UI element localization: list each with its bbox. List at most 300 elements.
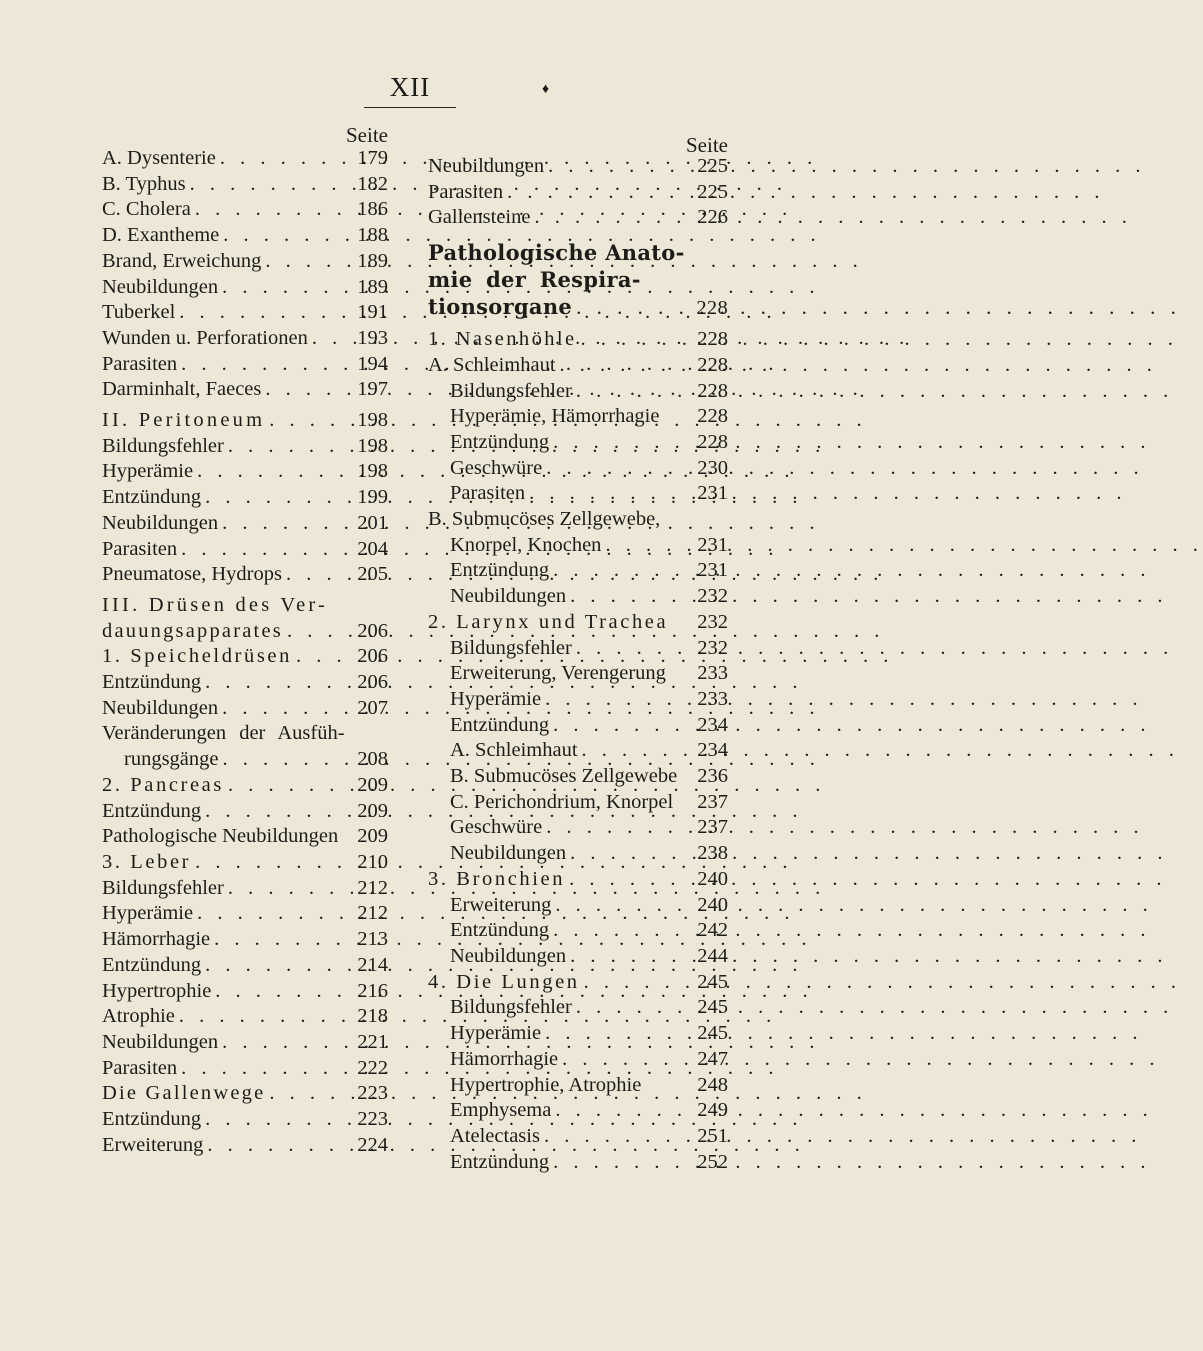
leader-dots	[541, 687, 695, 713]
leader-dots	[544, 154, 695, 180]
toc-entry	[428, 456, 728, 482]
entry-page: 228	[697, 405, 728, 428]
entry-label: Neubildungen	[450, 585, 567, 608]
toc-entry	[102, 670, 388, 696]
toc-entry	[102, 459, 388, 485]
entry-page: 236	[697, 765, 728, 788]
toc-entry	[428, 918, 728, 944]
entry-label: III. Drüsen des Ver-	[102, 593, 329, 616]
entry-label: Parasiten	[102, 1056, 178, 1079]
entry-page: 214	[357, 953, 388, 976]
toc-entry	[428, 944, 728, 970]
entry-page: 252	[697, 1150, 728, 1173]
toc-entry	[428, 1073, 728, 1099]
entry-label: Entzündung	[102, 1108, 202, 1131]
entry-label: Parasiten	[428, 180, 504, 203]
entry-page: 228	[696, 297, 728, 320]
entry-page: 207	[357, 696, 388, 719]
entry-page: 231	[697, 533, 728, 556]
entry-label: Veränderungen der Ausfüh-	[102, 722, 345, 745]
entry-label: Hyperämie	[102, 460, 194, 483]
entry-label: B. Typhus	[102, 172, 186, 195]
entry-label: Neubildungen	[102, 696, 219, 719]
entry-page: 205	[357, 563, 388, 586]
toc-entry	[102, 223, 388, 249]
toc-entry	[428, 353, 728, 379]
toc-entry	[102, 773, 388, 799]
leader-dots	[576, 327, 695, 353]
toc-entry	[428, 610, 728, 636]
leader-dots	[203, 1133, 355, 1159]
leader-dots	[566, 944, 695, 970]
entry-page: 233	[697, 662, 728, 685]
toc-entry	[102, 696, 388, 722]
entry-page: 237	[697, 790, 728, 813]
section-title-line: Pathologische Anato-	[428, 240, 685, 266]
leader-dots	[193, 901, 355, 927]
entry-label: Hypertrophie	[102, 979, 212, 1002]
leader-dots	[549, 430, 695, 456]
leader-dots	[177, 352, 355, 378]
entry-page: 228	[697, 328, 728, 351]
entry-page: 231	[697, 559, 728, 582]
entry-label: Tuberkel	[102, 301, 176, 324]
toc-entry	[428, 815, 728, 841]
entry-page: 245	[697, 970, 728, 993]
entry-page: 224	[357, 1133, 388, 1156]
entry-label: Neubildungen	[102, 275, 219, 298]
leader-dots	[549, 1150, 695, 1176]
toc-entry	[102, 876, 388, 902]
entry-page: 248	[697, 1073, 728, 1096]
entry-page: 189	[357, 275, 388, 298]
entry-label: C. Cholera	[102, 198, 191, 221]
entry-label: Neubildungen	[428, 155, 545, 177]
entry-label: Bildungsfehler	[450, 996, 572, 1019]
entry-label: Neubildungen	[102, 511, 219, 534]
toc-left-column	[102, 124, 388, 1158]
entry-page: 225	[697, 180, 728, 203]
toc-entry	[428, 1124, 728, 1150]
entry-page: 210	[357, 850, 388, 873]
toc-entry	[102, 1133, 388, 1159]
leader-dots	[578, 738, 696, 764]
entry-label: Parasiten	[450, 482, 526, 505]
toc-entry	[428, 764, 728, 790]
entry-page: 188	[357, 224, 388, 247]
toc-right-column	[428, 124, 728, 1175]
toc-entry	[102, 1107, 388, 1133]
entry-page: 245	[697, 1022, 728, 1045]
seite-heading: Seite	[686, 133, 728, 157]
leader-dots	[556, 353, 696, 379]
entry-page: 242	[697, 919, 728, 942]
toc-entry	[102, 1056, 388, 1082]
leader-dots	[565, 867, 695, 893]
entry-page: 191	[357, 301, 388, 324]
entry-label: Bildungsfehler	[450, 636, 572, 659]
entry-label: Parasiten	[102, 352, 178, 375]
entry-label: Erweiterung	[102, 1133, 204, 1156]
entry-label: rungsgänge	[124, 748, 219, 771]
leader-dots	[530, 205, 695, 231]
entry-page: 197	[357, 378, 388, 401]
leader-dots	[218, 511, 355, 537]
entry-page: 209	[357, 799, 388, 822]
leader-dots	[224, 876, 355, 902]
toc-entry	[428, 205, 728, 231]
entry-page: 212	[357, 902, 388, 925]
entry-page: 213	[357, 928, 388, 951]
leader-dots	[177, 537, 355, 563]
entry-label: Hyperämie	[450, 687, 542, 710]
entry-label: B. Submucöses Zellgewebe	[450, 765, 678, 788]
entry-label: Hyperämie	[450, 1022, 542, 1045]
toc-entry	[428, 713, 728, 739]
toc-entry	[428, 404, 728, 430]
leader-dots	[572, 636, 695, 662]
entry-label: II. Peritoneum	[102, 409, 266, 432]
toc-entry	[102, 537, 388, 563]
entry-page: 232	[697, 610, 728, 633]
entry-label: A. Dysenterie	[102, 147, 216, 169]
leader-dots	[572, 294, 694, 321]
page-number: XII	[364, 72, 456, 108]
leader-dots	[542, 456, 695, 482]
leader-dots	[219, 747, 356, 773]
entry-page: 238	[697, 842, 728, 865]
toc-entry	[102, 1030, 388, 1056]
toc-entry	[428, 738, 728, 764]
entry-label: Emphysema	[450, 1099, 552, 1122]
leader-dots	[218, 696, 355, 722]
leader-dots	[201, 485, 355, 511]
toc-entry	[428, 970, 728, 996]
toc-entry	[102, 953, 388, 979]
entry-label: Hyperämie	[102, 902, 194, 925]
toc-entry	[102, 824, 388, 850]
toc-entry	[102, 377, 388, 403]
leader-dots	[175, 300, 355, 326]
entry-label: Bildungsfehler	[450, 379, 572, 402]
entry-page: 231	[697, 482, 728, 505]
entry-page: 223	[357, 1108, 388, 1131]
leader-dots	[549, 918, 695, 944]
entry-page: 244	[697, 944, 728, 967]
toc-entry	[102, 511, 388, 537]
leader-dots	[549, 558, 695, 584]
toc-section-entry	[102, 408, 388, 434]
leader-dots	[177, 1056, 355, 1082]
toc-entry	[102, 300, 388, 326]
entry-label: Entzündung	[450, 430, 550, 453]
toc-entry	[102, 979, 388, 1005]
toc-entry	[102, 644, 388, 670]
toc-entry	[428, 180, 728, 206]
entry-page: 245	[697, 996, 728, 1019]
toc-entry	[428, 687, 728, 713]
leader-dots	[261, 377, 355, 403]
ornament-mark: ♦	[542, 82, 550, 97]
entry-label: Bildungsfehler	[102, 876, 224, 899]
entry-page: 226	[697, 206, 728, 229]
entry-page: 198	[357, 409, 388, 432]
toc-entry	[102, 927, 388, 953]
entry-page: 234	[697, 713, 728, 736]
leader-dots	[540, 1124, 695, 1150]
entry-page: 208	[357, 748, 388, 771]
entry-page: 228	[697, 430, 728, 453]
entry-label: 1. Nasenhöhle	[428, 328, 577, 351]
entry-page: 186	[357, 198, 388, 221]
leader-dots	[541, 1021, 695, 1047]
toc-entry	[428, 867, 728, 893]
entry-label: Entzündung	[450, 1150, 550, 1173]
toc-entry	[102, 485, 388, 511]
entry-page: 218	[357, 1005, 388, 1028]
toc-entry	[428, 1098, 728, 1124]
toc-entry	[102, 146, 388, 172]
entry-page: 225	[697, 155, 728, 177]
entry-page: 193	[357, 326, 388, 349]
toc-entry	[102, 434, 388, 460]
leader-dots	[186, 172, 356, 198]
entry-label: Hämorrhagie	[102, 928, 211, 951]
entry-label: Parasiten	[102, 537, 178, 560]
entry-label: B. Submucöses Zellgewebe,	[428, 508, 661, 531]
entry-page: 204	[357, 537, 388, 560]
entry-page: 228	[697, 353, 728, 376]
leader-dots	[218, 275, 355, 301]
entry-page: 221	[357, 1030, 388, 1053]
entry-label: Entzündung	[450, 713, 550, 736]
toc-entry	[102, 275, 388, 301]
entry-page: 234	[697, 739, 728, 762]
leader-dots	[201, 670, 355, 696]
entry-label: Bildungsfehler	[102, 434, 224, 457]
toc-entry	[428, 154, 728, 180]
leader-dots	[191, 197, 355, 223]
toc-entry	[102, 326, 388, 352]
entry-label: 3. Bronchien	[428, 867, 566, 890]
toc-entry	[428, 636, 728, 662]
toc-entry-continued	[428, 533, 728, 559]
entry-page: 237	[697, 816, 728, 839]
toc-entry	[428, 661, 728, 687]
entry-page: 240	[697, 893, 728, 916]
leader-dots	[201, 799, 355, 825]
entry-label: 1. Speicheldrüsen	[102, 645, 292, 668]
leader-dots	[572, 379, 695, 405]
leader-dots	[572, 995, 695, 1021]
entry-label: A. Schleimhaut	[450, 739, 578, 762]
leader-dots	[503, 180, 695, 206]
entry-page: 209	[357, 825, 388, 848]
entry-label: 2. Larynx und Trachea	[428, 610, 669, 633]
entry-label: Erweiterung, Verengerung	[450, 662, 666, 685]
leader-dots	[282, 562, 355, 588]
entry-page: 233	[697, 687, 728, 710]
entry-page: 230	[697, 456, 728, 479]
entry-label: Brand, Erweichung	[102, 249, 262, 272]
toc-entry	[102, 562, 388, 588]
section-title-line-with-page	[428, 293, 728, 322]
entry-label: Wunden u. Perforationen	[102, 326, 308, 349]
section-title-line: mie der Respira-	[428, 267, 641, 293]
leader-dots	[308, 326, 355, 352]
entry-page: 240	[697, 867, 728, 890]
entry-label: Entzündung	[102, 953, 202, 976]
leader-dots	[219, 223, 355, 249]
entry-label: Erweiterung	[450, 893, 552, 916]
toc-entry	[102, 352, 388, 378]
leader-dots	[601, 533, 695, 559]
toc-entry	[428, 790, 728, 816]
entry-page: 189	[357, 249, 388, 272]
entry-page: 222	[357, 1056, 388, 1079]
leader-dots	[283, 619, 355, 645]
entry-page: 182	[357, 172, 388, 195]
leader-dots	[201, 1107, 355, 1133]
leader-dots	[224, 773, 355, 799]
entry-page: 232	[697, 636, 728, 659]
entry-label: Die Gallenwege	[102, 1082, 266, 1105]
leader-dots	[191, 850, 355, 876]
entry-label: Geschwüre	[450, 816, 543, 839]
toc-section-entry	[102, 593, 388, 619]
toc-entry	[428, 1047, 728, 1073]
leader-dots	[566, 584, 695, 610]
toc-entry	[428, 1021, 728, 1047]
entry-page: 201	[357, 511, 388, 534]
leader-dots	[558, 1047, 695, 1073]
entry-page: 223	[357, 1082, 388, 1105]
entry-label: Neubildungen	[102, 1030, 219, 1053]
toc-entry	[428, 995, 728, 1021]
leader-dots	[551, 893, 695, 919]
toc-entry	[102, 172, 388, 198]
toc-entry	[428, 1150, 728, 1176]
entry-label: Gallensteine	[428, 206, 531, 229]
leader-dots	[566, 841, 695, 867]
toc-entry	[102, 1004, 388, 1030]
toc-entry	[428, 584, 728, 610]
toc-entry	[428, 841, 728, 867]
leader-dots	[580, 970, 696, 996]
entry-label: Entzündung	[102, 671, 202, 694]
toc-section-entry-continued	[102, 619, 388, 645]
entry-label: Entzündung	[102, 486, 202, 509]
section-title-label: tionsorgane	[428, 294, 573, 320]
entry-page: 206	[357, 619, 388, 642]
entry-page: 206	[357, 671, 388, 694]
leader-dots	[549, 713, 695, 739]
entry-page: 206	[357, 645, 388, 668]
toc-entry	[102, 1081, 388, 1107]
entry-page: 212	[357, 876, 388, 899]
leader-dots	[525, 481, 695, 507]
entry-page: 199	[357, 486, 388, 509]
toc-entry	[102, 901, 388, 927]
toc-entry	[102, 850, 388, 876]
entry-label: Hämorrhagie	[450, 1047, 559, 1070]
leader-dots	[211, 979, 355, 1005]
toc-entry	[428, 430, 728, 456]
entry-label: Neubildungen	[450, 842, 567, 865]
entry-label: Pneumatose, Hydrops	[102, 563, 282, 586]
entry-page: 228	[697, 379, 728, 402]
toc-entry-continued	[102, 747, 388, 773]
leader-dots	[201, 953, 355, 979]
toc-entry	[102, 799, 388, 825]
leader-dots	[261, 249, 355, 275]
toc-entry	[428, 558, 728, 584]
entry-label: Hyperämie, Hämorrhagie	[450, 405, 660, 428]
entry-label: Darminhalt, Faeces	[102, 378, 262, 401]
toc-entry	[428, 507, 728, 533]
toc-entry	[102, 197, 388, 223]
entry-page: 198	[357, 434, 388, 457]
leader-dots	[265, 1081, 355, 1107]
entry-label: 4. Die Lungen	[428, 970, 580, 993]
seite-heading: Seite	[346, 123, 388, 147]
leader-dots	[224, 434, 355, 460]
leader-dots	[193, 459, 355, 485]
entry-label: A. Schleimhaut	[428, 353, 556, 376]
entry-label: C. Perichondrium, Knorpel	[450, 790, 674, 813]
page-header	[0, 72, 800, 108]
leader-dots	[292, 644, 355, 670]
entry-page: 251	[697, 1124, 728, 1147]
leader-dots	[216, 146, 355, 172]
entry-label: Knorpel, Knochen	[450, 533, 602, 556]
leader-dots	[210, 927, 355, 953]
entry-page: 249	[697, 1099, 728, 1122]
entry-page: 232	[697, 585, 728, 608]
entry-label: Geschwüre	[450, 456, 543, 479]
section-heading	[428, 239, 728, 322]
entry-label: dauungsapparates	[102, 619, 283, 642]
leader-dots	[542, 815, 695, 841]
toc-entry	[428, 379, 728, 405]
entry-label: Entzündung	[102, 799, 202, 822]
leader-dots	[265, 408, 355, 434]
entry-label: 2. Pancreas	[102, 773, 224, 796]
entry-page: 198	[357, 460, 388, 483]
entry-label: Entzündung	[450, 919, 550, 942]
toc-entry	[428, 481, 728, 507]
entry-label: Entzündung	[450, 559, 550, 582]
entry-label: Hypertrophie, Atrophie	[450, 1073, 642, 1096]
leader-dots	[175, 1004, 355, 1030]
entry-label: Pathologische Neubildungen	[102, 825, 339, 848]
toc-entry	[102, 721, 388, 747]
toc-entry	[428, 327, 728, 353]
entry-label: D. Exantheme	[102, 224, 220, 247]
entry-page: 247	[697, 1047, 728, 1070]
entry-page: 209	[357, 773, 388, 796]
entry-label: 3. Leber	[102, 850, 192, 873]
entry-label: Atrophie	[102, 1005, 175, 1028]
leader-dots	[551, 1098, 695, 1124]
entry-page: 216	[357, 979, 388, 1002]
entry-page: 179	[357, 147, 388, 169]
toc-entry	[102, 249, 388, 275]
entry-label: Neubildungen	[450, 944, 567, 967]
toc-entry	[428, 893, 728, 919]
entry-page: 194	[357, 352, 388, 375]
leader-dots	[218, 1030, 355, 1056]
